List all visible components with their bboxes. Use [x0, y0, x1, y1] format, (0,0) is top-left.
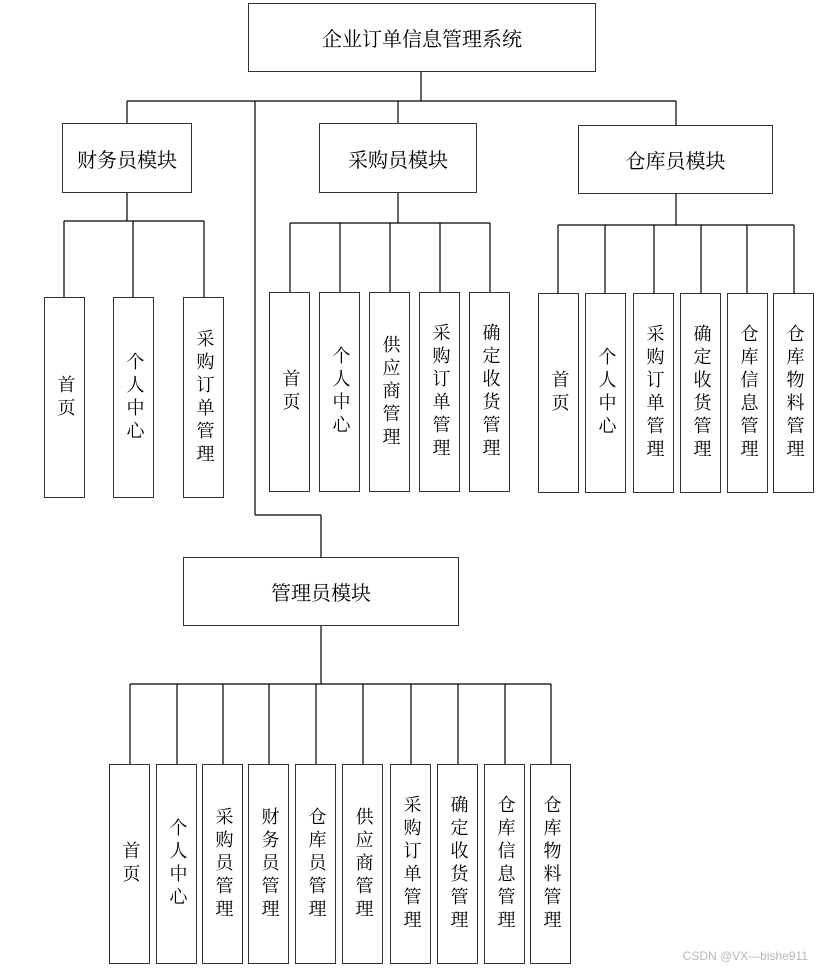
finance-module-node: 财务员模块 — [62, 123, 192, 193]
purchase-home-node: 首页 — [269, 292, 310, 492]
admin-purchase-order-node: 采购订单管理 — [390, 764, 431, 964]
admin-warehouse-staff-node: 仓库员管理 — [295, 764, 336, 964]
warehouse-module-node: 仓库员模块 — [578, 125, 773, 194]
admin-receipt-node: 确定收货管理 — [437, 764, 478, 964]
system-root-node: 企业订单信息管理系统 — [248, 3, 596, 72]
admin-warehouse-info-node: 仓库信息管理 — [484, 764, 525, 964]
purchase-supplier-node: 供应商管理 — [369, 292, 410, 492]
admin-finance-staff-node: 财务员管理 — [248, 764, 289, 964]
warehouse-material-node: 仓库物料管理 — [773, 293, 814, 493]
warehouse-receipt-node: 确定收货管理 — [680, 293, 721, 493]
admin-purchaser-node: 采购员管理 — [202, 764, 243, 964]
admin-supplier-node: 供应商管理 — [342, 764, 383, 964]
admin-module-node: 管理员模块 — [183, 557, 459, 626]
watermark: CSDN @VX—bishe911 — [682, 949, 808, 963]
purchase-order-node: 采购订单管理 — [419, 292, 460, 492]
finance-profile-node: 个人中心 — [113, 297, 154, 498]
purchase-receipt-node: 确定收货管理 — [469, 292, 510, 492]
purchase-profile-node: 个人中心 — [319, 292, 360, 492]
warehouse-info-node: 仓库信息管理 — [727, 293, 768, 493]
finance-home-node: 首页 — [44, 297, 85, 498]
admin-profile-node: 个人中心 — [156, 764, 197, 964]
purchase-module-node: 采购员模块 — [319, 123, 477, 193]
warehouse-purchase-order-node: 采购订单管理 — [633, 293, 674, 493]
admin-warehouse-material-node: 仓库物料管理 — [530, 764, 571, 964]
warehouse-home-node: 首页 — [538, 293, 579, 493]
finance-purchase-order-node: 采购订单管理 — [183, 297, 224, 498]
admin-home-node: 首页 — [109, 764, 150, 964]
warehouse-profile-node: 个人中心 — [585, 293, 626, 493]
